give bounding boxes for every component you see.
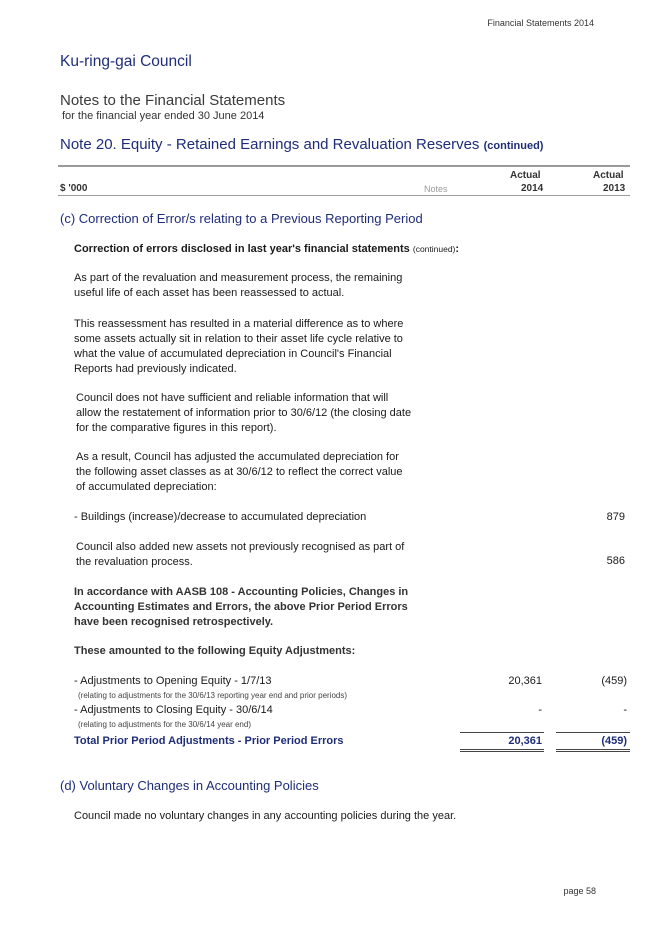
paragraph-aasb108 [74, 585, 424, 630]
closing-equity-note: (relating to adjustments for the 30/6/14 year end) [78, 720, 251, 729]
note-title: Note 20. Equity - Retained Earnings and Revaluation Reserves [60, 136, 480, 153]
total-2013-double-rule [556, 749, 630, 752]
column-actual-2014: Actual [510, 170, 541, 181]
council-name: Ku-ring-gai Council [60, 53, 192, 70]
column-actual-2013: Actual [593, 170, 624, 181]
section-d-title: (d) Voluntary Changes in Accounting Policies [60, 778, 319, 793]
paragraph-line: have been recognised retrospectively. [74, 616, 274, 628]
paragraph-line: This reassessment has resulted in a material difference as to where [74, 318, 404, 330]
document-subtitle: for the financial year ended 30 June 2014 [62, 110, 265, 122]
paragraph-restatement [76, 391, 426, 436]
buildings-2013-value: 879 [606, 511, 625, 523]
section-d-body: Council made no voluntary changes in any accounting policies during the year. [74, 810, 457, 822]
subheading-text: Correction of errors disclosed in last year's financial statements [74, 243, 410, 255]
paragraph-line: As a result, Council has adjusted the accumulated depreciation for [76, 451, 399, 463]
note-continued: (continued) [483, 140, 544, 152]
total-prior-period-2014: 20,361 [508, 735, 542, 747]
units-label: $ '000 [60, 183, 88, 194]
document-title: Notes to the Financial Statements [60, 92, 286, 109]
total-2014-double-rule [460, 749, 544, 752]
paragraph-revaluation [74, 271, 424, 301]
section-c-subheading [74, 243, 494, 255]
closing-equity-2013: - [623, 704, 627, 716]
paragraph-reassessment [74, 317, 424, 377]
note-heading [60, 136, 543, 153]
subheading-continued: (continued) [412, 244, 456, 254]
opening-equity-note: (relating to adjustments for the 30/6/13 reporting year end and prior periods) [78, 691, 348, 700]
section-c-title: (c) Correction of Error/s relating to a Previous Reporting Period [60, 211, 423, 226]
total-prior-period-2013: (459) [601, 735, 627, 747]
running-header: Financial Statements 2014 [487, 18, 594, 28]
opening-equity-2014: 20,361 [508, 675, 542, 687]
paragraph-new-assets [76, 540, 426, 570]
paragraph-line: some assets actually sit in relation to their asset life cycle relative to [74, 333, 403, 345]
year-2013-label: 2013 [603, 183, 626, 194]
new-assets-2013-value: 586 [606, 555, 625, 567]
subheading-colon: : [455, 243, 460, 255]
paragraph-line: Council does not have sufficient and reliable information that will [76, 392, 389, 404]
column-header-top-rule [58, 165, 630, 167]
paragraph-line: In accordance with AASB 108 - Accounting Policies, Changes in [74, 586, 409, 598]
closing-equity-2014: - [538, 704, 542, 716]
buildings-row-label: - Buildings (increase)/decrease to accumulated depreciation [74, 511, 367, 523]
year-2014-label: 2014 [521, 183, 544, 194]
equity-adjustments-heading: These amounted to the following Equity Adjustments: [74, 645, 356, 657]
paragraph-adjusted [76, 450, 426, 495]
paragraph-line: As part of the revaluation and measurement process, the remaining [74, 272, 403, 284]
paragraph-line: what the value of accumulated depreciation in Council's Financial [74, 348, 392, 360]
paragraph-line: the following asset classes as at 30/6/12 to reflect the correct value [76, 466, 403, 478]
total-2014-top-rule [460, 732, 544, 733]
notes-column-label: Notes [424, 184, 448, 194]
opening-equity-label: - Adjustments to Opening Equity - 1/7/13 [74, 675, 272, 687]
paragraph-line: the revaluation process. [76, 556, 193, 568]
total-2013-top-rule [556, 732, 630, 733]
paragraph-line: for the comparative figures in this report). [76, 422, 277, 434]
paragraph-line: Accounting Estimates and Errors, the above Prior Period Errors [74, 601, 408, 613]
paragraph-line: allow the restatement of information prior to 30/6/12 (the closing date [76, 407, 412, 419]
paragraph-line: Reports had previously indicated. [74, 363, 237, 375]
closing-equity-label: - Adjustments to Closing Equity - 30/6/14 [74, 704, 273, 716]
opening-equity-2013: (459) [601, 675, 627, 687]
paragraph-line: Council also added new assets not previously recognised as part of [76, 541, 405, 553]
paragraph-line: of accumulated depreciation: [76, 481, 217, 493]
total-prior-period-label: Total Prior Period Adjustments - Prior Period Errors [74, 735, 344, 747]
paragraph-line: useful life of each asset has been reassessed to actual. [74, 287, 345, 299]
page-number: page 58 [563, 886, 596, 896]
column-header-bottom-rule [58, 195, 630, 196]
